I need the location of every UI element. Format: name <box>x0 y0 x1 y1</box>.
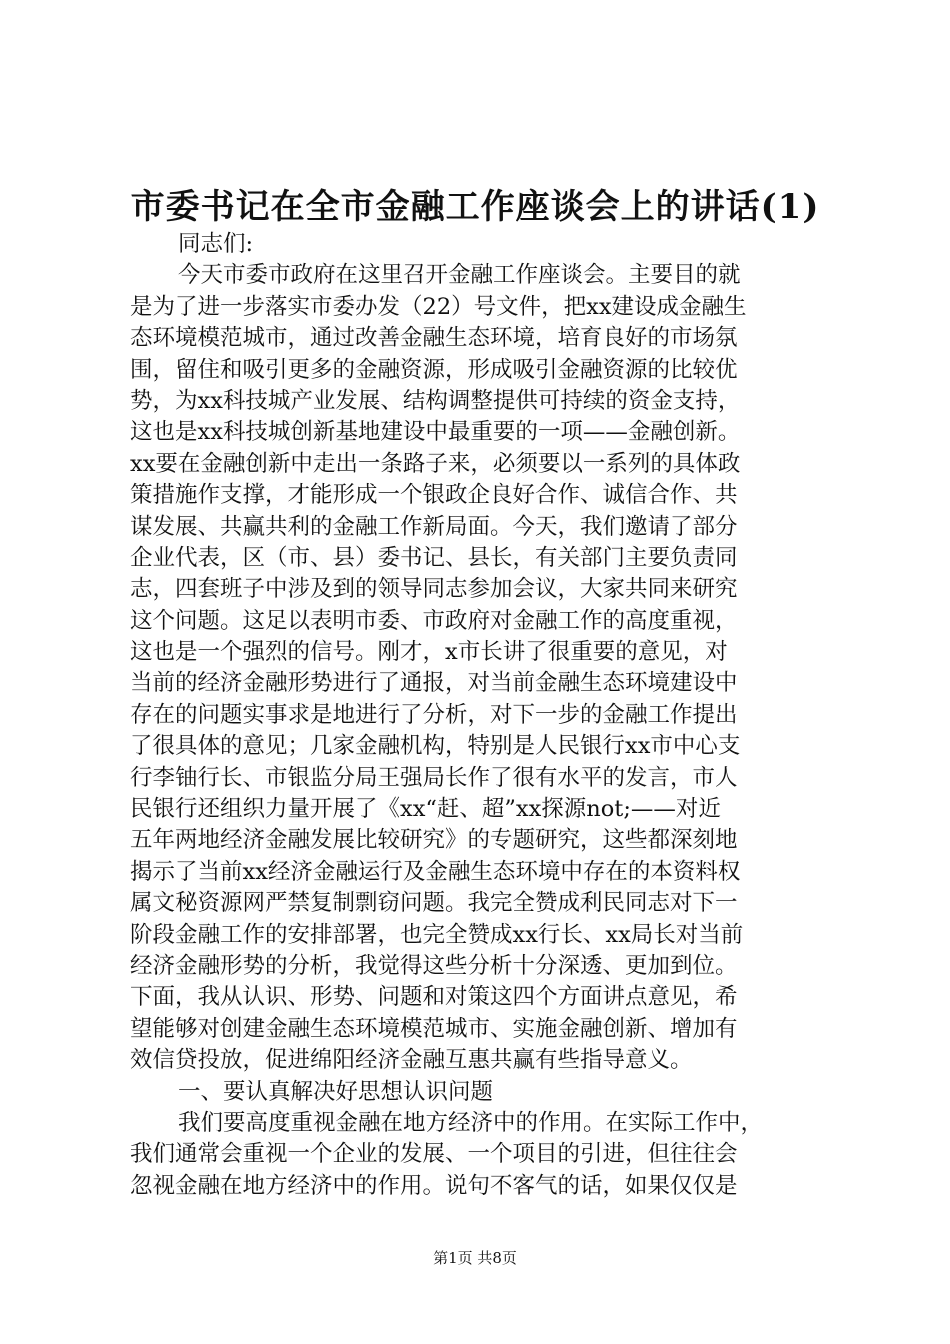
paragraph-line: 策措施作支撑，才能形成一个银政企良好合作、诚信合作、共 <box>130 482 738 509</box>
paragraph-line: 望能够对创建金融生态环境模范城市、实施金融创新、增加有 <box>130 1015 738 1042</box>
paragraph-line: xx要在金融创新中走出一条路子来，必须要以一系列的具体政 <box>130 450 741 477</box>
paragraph-line: 忽视金融在地方经济中的作用。说句不客气的话，如果仅仅是 <box>130 1172 738 1199</box>
paragraph-line: 企业代表，区（市、县）委书记、县长，有关部门主要负责同 <box>130 544 738 571</box>
paragraph-line: 我们通常会重视一个企业的发展、一个项目的引进，但往往会 <box>130 1141 738 1168</box>
page-number: 第1页 共8页 <box>433 1249 517 1267</box>
paragraph-line: 当前的经济金融形势进行了通报，对当前金融生态环境建设中 <box>130 670 738 697</box>
paragraph-line: 经济金融形势的分析，我觉得这些分析十分深透、更加到位。 <box>130 952 738 979</box>
paragraph-line: 了很具体的意见；几家金融机构，特别是人民银行xx市中心支 <box>130 733 741 760</box>
paragraph-line: 这也是xx科技城创新基地建设中最重要的一项——金融创新。 <box>130 419 741 446</box>
paragraph-line: 揭示了当前xx经济金融运行及金融生态环境中存在的本资料权 <box>130 858 741 885</box>
paragraph-line: 今天市委市政府在这里召开金融工作座谈会。主要目的就 <box>178 262 741 289</box>
paragraph-line: 态环境模范城市，通过改善金融生态环境，培育良好的市场氛 <box>130 325 738 352</box>
document-title: 市委书记在全市金融工作座谈会上的讲话(1) <box>130 187 820 227</box>
paragraph-line: 我们要高度重视金融在地方经济中的作用。在实际工作中， <box>178 1109 764 1136</box>
paragraph-line: 属文秘资源网严禁复制剽窃问题。我完全赞成利民同志对下一 <box>130 890 738 917</box>
paragraph-line: 这也是一个强烈的信号。刚才，x市长讲了很重要的意见，对 <box>130 639 728 666</box>
paragraph-line: 阶段金融工作的安排部署，也完全赞成xx行长、xx局长对当前 <box>130 921 744 948</box>
paragraph-line: 五年两地经济金融发展比较研究》的专题研究，这些都深刻地 <box>130 827 738 854</box>
document-body <box>130 229 830 1202</box>
paragraph-line: 势，为xx科技城产业发展、结构调整提供可持续的资金支持， <box>130 387 741 414</box>
salutation: 同志们: <box>178 231 254 257</box>
paragraph-line: 是为了进一步落实市委办发（22）号文件，把xx建设成金融生 <box>130 293 747 320</box>
paragraph-line: 民银行还组织力量开展了《xx“赶、超”xx探源not;——对近 <box>130 796 721 823</box>
section-heading: 一、要认真解决好思想认识问题 <box>178 1078 494 1105</box>
paragraph-line: 效信贷投放，促进绵阳经济金融互惠共赢有些指导意义。 <box>130 1047 693 1074</box>
paragraph-line: 围，留住和吸引更多的金融资源，形成吸引金融资源的比较优 <box>130 356 738 383</box>
paragraph-line: 志，四套班子中涉及到的领导同志参加会议，大家共同来研究 <box>130 576 738 603</box>
paragraph-line: 存在的问题实事求是地进行了分析，对下一步的金融工作提出 <box>130 701 738 728</box>
paragraph-line: 下面，我从认识、形势、问题和对策这四个方面讲点意见，希 <box>130 984 738 1011</box>
paragraph-line: 行李铀行长、市银监分局王强局长作了很有水平的发言，市人 <box>130 764 738 791</box>
paragraph-line: 谋发展、共赢共利的金融工作新局面。今天，我们邀请了部分 <box>130 513 738 540</box>
paragraph-line: 这个问题。这足以表明市委、市政府对金融工作的高度重视， <box>130 607 738 634</box>
